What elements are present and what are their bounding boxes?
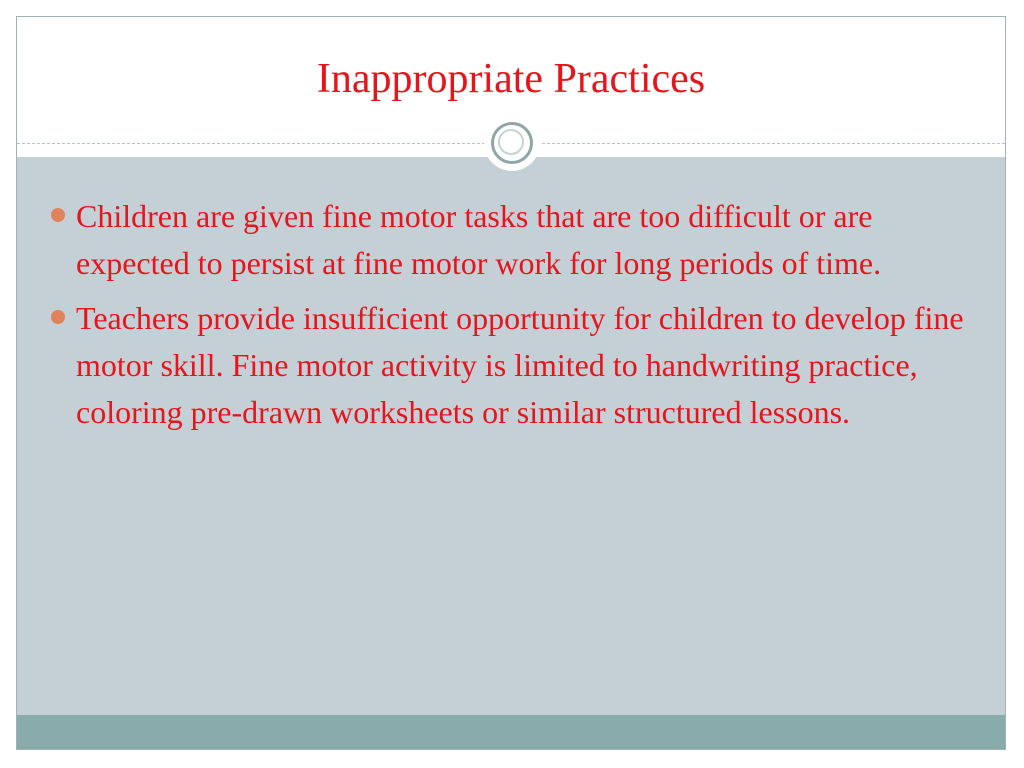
ornament-inner-ring — [498, 129, 524, 155]
bullet-item — [51, 295, 981, 436]
bullet-text: Children are given fine motor tasks that are too difficult or are expected to persist at fine motor work for long periods of time. — [76, 198, 882, 281]
bullet-item — [51, 193, 981, 287]
slide — [16, 16, 1006, 750]
slide-title: Inappropriate Practices — [316, 56, 706, 102]
footer-bar — [17, 715, 1005, 749]
bullet-dot-icon — [51, 208, 65, 222]
slide-content-area — [17, 157, 1005, 716]
divider-ornament-icon — [484, 115, 540, 171]
bullet-list — [51, 193, 981, 444]
bullet-dot-icon — [51, 310, 65, 324]
bullet-text: Teachers provide insufficient opportunity for children to develop fine motor skill. Fine motor activity is limited to handwriting practice, coloring pre-drawn worksheets or similar structured lessons. — [76, 300, 964, 430]
ornament-ring — [491, 122, 533, 164]
